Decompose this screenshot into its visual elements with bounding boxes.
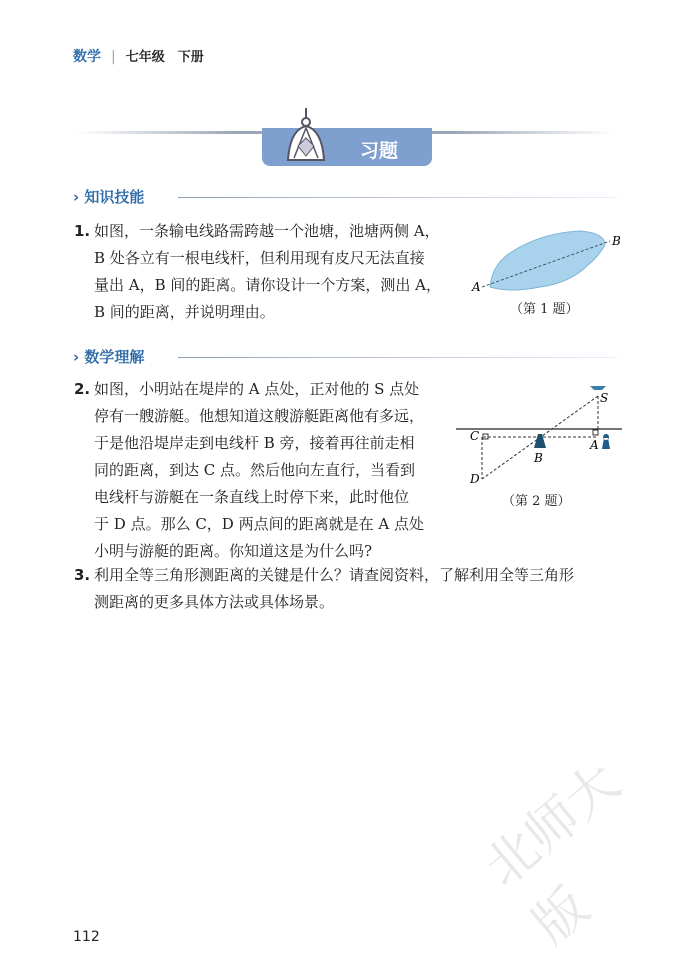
section-label: 数学理解	[84, 348, 145, 366]
text-line: B 处各立有一根电线杆，但利用现有皮尺无法直接	[94, 249, 425, 267]
boat-figure	[450, 372, 630, 487]
section-label: 知识技能	[84, 188, 145, 206]
page-number: 112	[73, 929, 100, 945]
chevron-icon: ›	[73, 188, 80, 206]
figure-1-caption: （第 1 题）	[510, 302, 579, 317]
section-rule	[178, 197, 618, 198]
text-line: 同的距离，到达 C 点。然后他向左直行，当看到	[94, 461, 416, 479]
label-a: A	[472, 280, 481, 294]
question-number: 2.	[74, 380, 91, 398]
text-line: 停有一艘游艇。他想知道这艘游艇距离他有多远，	[94, 407, 425, 425]
subject: 数学	[73, 49, 101, 65]
text-line: B 间的距离，并说明理由。	[94, 303, 275, 321]
text-line: 小明与游艇的距离。你知道这是为什么吗?	[94, 542, 373, 560]
text-line: 电线杆与游艇在一条直线上时停下来，此时他位	[94, 488, 410, 506]
exercise-title: 习题 4.4	[360, 140, 399, 185]
question-number: 1.	[74, 222, 91, 240]
label-a: A	[590, 438, 599, 452]
divider: |	[111, 49, 116, 65]
question-3	[74, 562, 574, 616]
question-1	[74, 218, 441, 326]
label-b: B	[612, 234, 621, 248]
grade: 七年级 下册	[125, 50, 204, 65]
figure-2-caption: （第 2 题）	[502, 494, 571, 509]
question-2	[74, 376, 424, 565]
text-line: 量出 A，B 间的距离。请你设计一个方案，测出 A，	[94, 276, 441, 294]
text-line: 于 D 点。那么 C，D 两点间的距离就是在 A 点处	[94, 515, 424, 533]
section-knowledge-skills	[73, 186, 144, 207]
pond-figure	[470, 225, 630, 295]
boat-icon	[590, 386, 606, 390]
running-header	[73, 46, 204, 66]
section-math-understanding	[73, 346, 144, 367]
question-number: 3.	[74, 566, 91, 584]
text-line: 测距离的更多具体方法或具体场景。	[94, 593, 335, 611]
text-line: 如图，一条输电线路需跨越一个池塘，池塘两侧 A，	[94, 222, 440, 240]
exercise-badge	[262, 128, 432, 185]
label-d: D	[470, 472, 480, 486]
label-s: S	[600, 391, 609, 405]
chevron-icon: ›	[73, 348, 80, 366]
compass-icon	[276, 108, 336, 164]
text-line: 利用全等三角形测距离的关键是什么？请查阅资料，了解利用全等三角形	[94, 566, 575, 584]
text-line: 如图，小明站在堤岸的 A 点处，正对他的 S 点处	[94, 380, 420, 398]
text-line: 于是他沿堤岸走到电线杆 B 旁，接着再往前走相	[94, 434, 415, 452]
label-c: C	[470, 429, 480, 443]
label-b: B	[534, 451, 543, 465]
person-icon	[602, 434, 610, 449]
section-rule	[178, 357, 618, 358]
watermark: 北师大版	[473, 752, 632, 956]
